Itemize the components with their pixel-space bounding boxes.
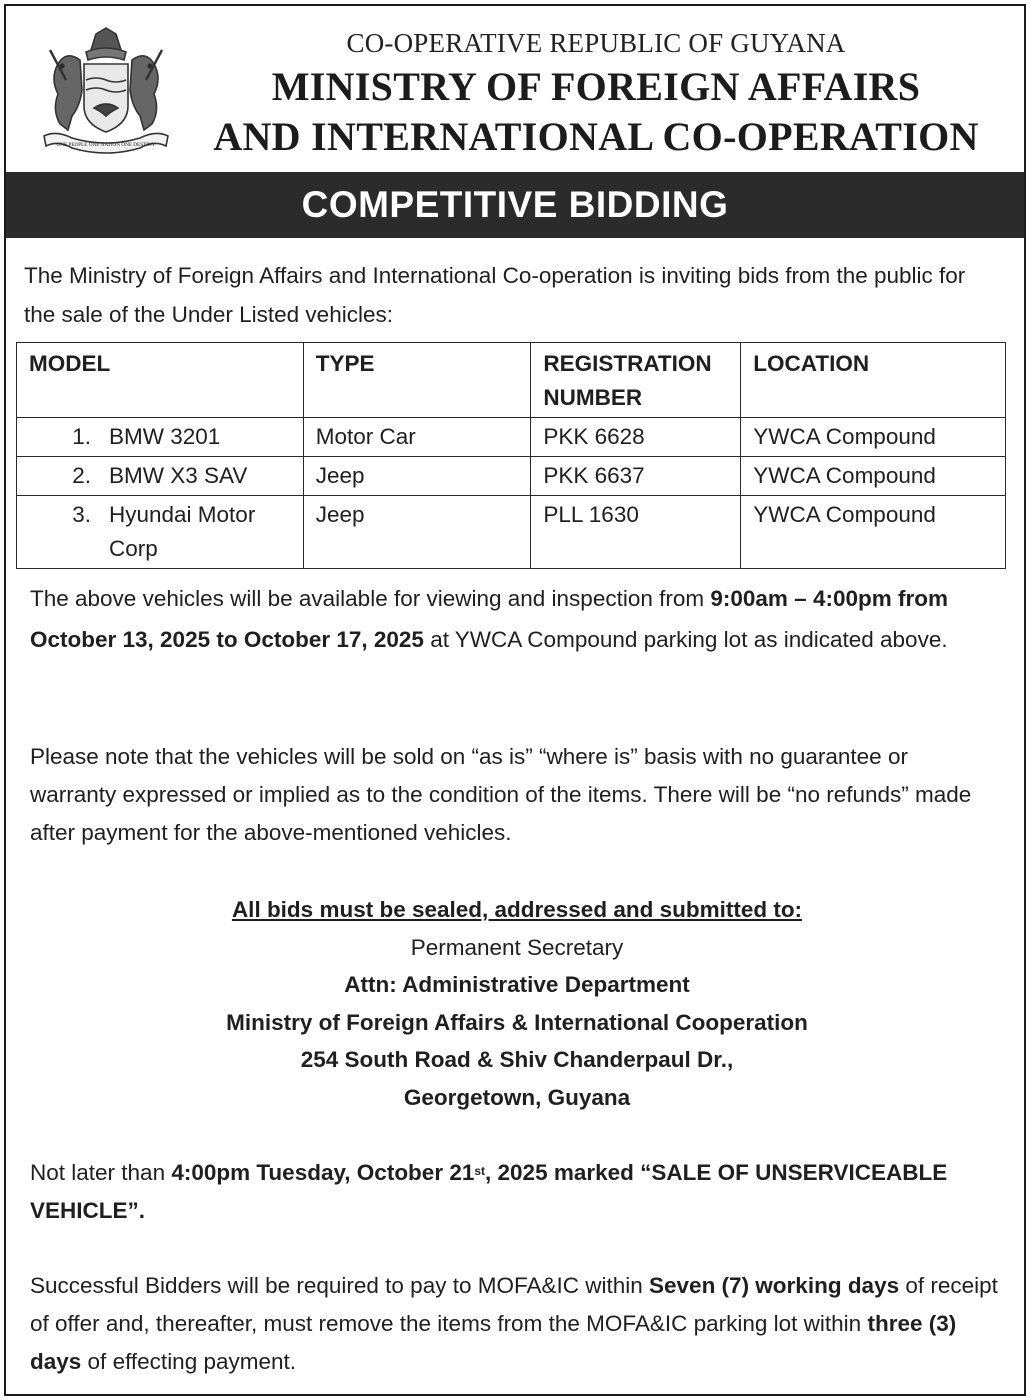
- notice-frame: [4, 4, 1026, 1396]
- table-row: [17, 418, 1006, 457]
- vehicle-type: Motor Car: [303, 418, 531, 457]
- viewing-pre: The above vehicles will be available for viewing and inspection from: [30, 586, 711, 611]
- ministry-title: [196, 62, 996, 162]
- vehicle-model: BMW 3201: [109, 424, 221, 449]
- table-header-row: [17, 343, 1006, 418]
- intro-text: The Ministry of Foreign Affairs and International Co-operation is inviting bids from the public for the sale of the Under Listed vehicles:: [24, 263, 966, 327]
- col-registration-header: REGISTRATION NUMBER: [531, 343, 741, 418]
- deadline-ordinal: st: [474, 1164, 486, 1178]
- deadline-time-date: 4:00pm Tuesday, October 21: [171, 1160, 475, 1185]
- col-type-header: TYPE: [303, 343, 531, 418]
- address-line-3: Ministry of Foreign Affairs & International Cooperation: [226, 1009, 808, 1035]
- section-banner: COMPETITIVE BIDDING: [6, 172, 1024, 238]
- vehicle-location: YWCA Compound: [741, 457, 1006, 496]
- submission-heading: All bids must be sealed, addressed and submitted to:: [231, 897, 803, 922]
- row-number: 2.: [72, 463, 91, 488]
- ministry-title-line2: AND INTERNATIONAL CO-OPERATION: [213, 114, 979, 159]
- payment-paragraph: [30, 1267, 1000, 1381]
- deadline-pre: Not later than: [30, 1160, 172, 1185]
- ministry-title-line1: MINISTRY OF FOREIGN AFFAIRS: [271, 64, 921, 109]
- table-row: [17, 457, 1006, 496]
- viewing-dates: from October 13, 2025 to October 17, 2025: [30, 586, 948, 652]
- removal-days: three (3) days: [30, 1311, 957, 1374]
- payment-pre: Successful Bidders will be required to pay to MOFA&IC within: [30, 1273, 650, 1298]
- vehicle-location: YWCA Compound: [741, 418, 1006, 457]
- row-number: 3.: [72, 502, 91, 527]
- registration-number: PLL 1630: [531, 496, 741, 569]
- vehicle-model: BMW X3 SAV: [109, 463, 248, 488]
- country-name: CO-OPERATIVE REPUBLIC OF GUYANA: [346, 28, 846, 58]
- deadline-paragraph: [30, 1154, 1000, 1230]
- registration-number: PKK 6628: [531, 418, 741, 457]
- address-line-5: Georgetown, Guyana: [403, 1084, 631, 1110]
- address-line-2: Attn: Administrative Department: [344, 972, 690, 997]
- guyana-coat-of-arms-icon: [36, 20, 176, 158]
- col-location-header: LOCATION: [741, 343, 1006, 418]
- row-number: 1.: [72, 424, 91, 449]
- registration-number: PKK 6637: [531, 457, 741, 496]
- header: [6, 6, 1024, 172]
- col-model-header: MODEL: [17, 343, 304, 418]
- viewing-paragraph: [30, 578, 1000, 660]
- payment-post: of effecting payment.: [81, 1349, 297, 1374]
- deadline-marking: , 2025 marked “SALE OF UNSERVICEABLE VEHICLE”.: [30, 1160, 948, 1223]
- payment-mid: of receipt of offer and, thereafter, must remove the items from the MOFA&IC parking lot within: [30, 1273, 998, 1336]
- intro-block: [24, 256, 994, 334]
- viewing-post: at YWCA Compound parking lot as indicated above.: [423, 627, 948, 652]
- note-paragraph: Please note that the vehicles will be sold on “as is” “where is” basis with no guarantee or warranty expressed or implied as to the condition of the items. There will be “no refunds” made after payment for the above-mentioned vehicles.: [30, 744, 972, 845]
- vehicle-model: Hyundai Motor Corp: [109, 502, 256, 561]
- address-line-4: 254 South Road & Shiv Chanderpaul Dr.,: [300, 1047, 734, 1072]
- payment-days: Seven (7) working days: [649, 1273, 900, 1298]
- vehicles-table: [16, 342, 1006, 569]
- table-row: [17, 496, 1006, 569]
- address-line-1: Permanent Secretary: [410, 934, 624, 960]
- vehicle-type: Jeep: [303, 496, 531, 569]
- crest-motto: ONE PEOPLE ONE NATION ONE DESTINY: [56, 142, 156, 148]
- viewing-time: 9:00am – 4:00pm: [710, 586, 892, 611]
- vehicle-location: YWCA Compound: [741, 496, 1006, 569]
- submission-address: [6, 891, 1028, 1116]
- vehicle-type: Jeep: [303, 457, 531, 496]
